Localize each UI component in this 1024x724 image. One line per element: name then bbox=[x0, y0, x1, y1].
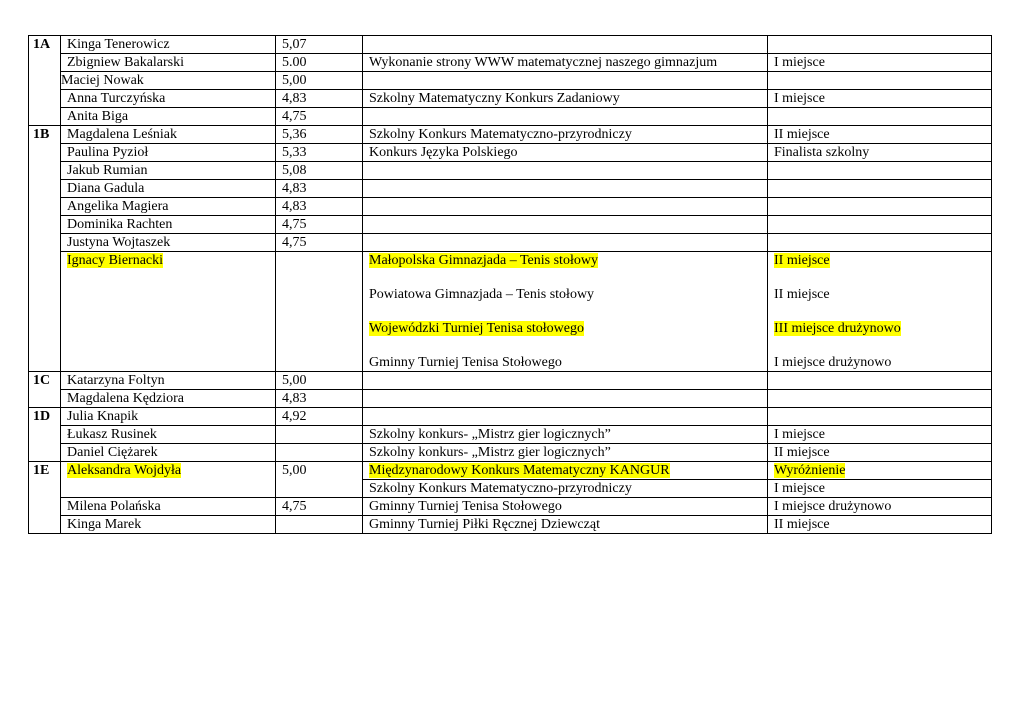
table-row bbox=[29, 444, 992, 462]
result bbox=[768, 408, 992, 426]
grade-average bbox=[276, 426, 363, 444]
result bbox=[768, 198, 992, 216]
table-row bbox=[29, 516, 992, 534]
competition: Konkurs Języka Polskiego bbox=[363, 144, 768, 162]
table-row bbox=[29, 408, 992, 426]
grade-average: 4,75 bbox=[276, 216, 363, 234]
table-row bbox=[29, 36, 992, 54]
competition bbox=[363, 462, 768, 480]
table-row bbox=[29, 198, 992, 216]
competition-line: Wojewódzki Turniej Tenisa stołowego bbox=[369, 321, 585, 336]
competition bbox=[363, 162, 768, 180]
grade-average: 4,83 bbox=[276, 390, 363, 408]
student-name bbox=[61, 462, 276, 498]
competition-line: Gminny Turniej Tenisa Stołowego bbox=[369, 355, 562, 370]
result bbox=[768, 462, 992, 480]
grade-average: 4,75 bbox=[276, 498, 363, 516]
result: II miejsce bbox=[768, 444, 992, 462]
result bbox=[768, 162, 992, 180]
table-row bbox=[29, 180, 992, 198]
result: I miejsce bbox=[768, 54, 992, 72]
table-row bbox=[29, 216, 992, 234]
table-row bbox=[29, 72, 992, 90]
grade-average: 4,75 bbox=[276, 108, 363, 126]
table-row bbox=[29, 108, 992, 126]
competition: Wykonanie strony WWW matematycznej naszego gimnazjum bbox=[363, 54, 768, 72]
table-row bbox=[29, 90, 992, 108]
competition bbox=[363, 36, 768, 54]
result-line: I miejsce drużynowo bbox=[774, 355, 892, 370]
result bbox=[768, 36, 992, 54]
table-row bbox=[29, 426, 992, 444]
class-cell: 1C bbox=[29, 372, 61, 408]
grade-average bbox=[276, 444, 363, 462]
table-row bbox=[29, 462, 992, 480]
class-cell: 1B bbox=[29, 126, 61, 372]
result bbox=[768, 234, 992, 252]
competition: Gminny Turniej Piłki Ręcznej Dziewcząt bbox=[363, 516, 768, 534]
table-row bbox=[29, 234, 992, 252]
student-name: Zbigniew Bakalarski bbox=[61, 54, 276, 72]
table-row bbox=[29, 498, 992, 516]
student-name: Justyna Wojtaszek bbox=[61, 234, 276, 252]
result bbox=[768, 372, 992, 390]
grade-average: 4,83 bbox=[276, 90, 363, 108]
competition bbox=[363, 390, 768, 408]
competition bbox=[363, 408, 768, 426]
grade-average: 5,36 bbox=[276, 126, 363, 144]
grade-average bbox=[276, 516, 363, 534]
result bbox=[768, 216, 992, 234]
table-row bbox=[29, 162, 992, 180]
student-name: Magdalena Kędziora bbox=[61, 390, 276, 408]
student-name: Katarzyna Foltyn bbox=[61, 372, 276, 390]
grade-average: 5,00 bbox=[276, 72, 363, 90]
competition bbox=[363, 198, 768, 216]
result: II miejsce bbox=[768, 516, 992, 534]
student-name: Jakub Rumian bbox=[61, 162, 276, 180]
result bbox=[768, 72, 992, 90]
class-cell: 1A bbox=[29, 36, 61, 126]
grade-average: 4,83 bbox=[276, 180, 363, 198]
result: I miejsce bbox=[768, 90, 992, 108]
result: I miejsce bbox=[768, 426, 992, 444]
competition bbox=[363, 234, 768, 252]
student-name: Milena Polańska bbox=[61, 498, 276, 516]
competition: Gminny Turniej Tenisa Stołowego bbox=[363, 498, 768, 516]
result: I miejsce bbox=[768, 480, 992, 498]
result: I miejsce drużynowo bbox=[768, 498, 992, 516]
result bbox=[768, 108, 992, 126]
competition: Szkolny Konkurs Matematyczno-przyrodniczy bbox=[363, 126, 768, 144]
highlighted-competition: Międzynarodowy Konkurs Matematyczny KANGUR bbox=[369, 463, 670, 478]
highlighted-name: Aleksandra Wojdyła bbox=[67, 463, 182, 478]
result bbox=[768, 252, 992, 372]
result: Finalista szkolny bbox=[768, 144, 992, 162]
student-name: Diana Gadula bbox=[61, 180, 276, 198]
class-cell: 1D bbox=[29, 408, 61, 462]
grade-average: 5.00 bbox=[276, 54, 363, 72]
student-name: Anna Turczyńska bbox=[61, 90, 276, 108]
student-name bbox=[61, 252, 276, 372]
student-name: Julia Knapik bbox=[61, 408, 276, 426]
table-row bbox=[29, 126, 992, 144]
student-name: Dominika Rachten bbox=[61, 216, 276, 234]
table-row bbox=[29, 252, 992, 372]
result-line: II miejsce bbox=[774, 287, 830, 302]
grade-average: 4,83 bbox=[276, 198, 363, 216]
result: II miejsce bbox=[768, 126, 992, 144]
results-table bbox=[28, 35, 992, 534]
student-name: Anita Biga bbox=[61, 108, 276, 126]
competition bbox=[363, 216, 768, 234]
competition-line: Małopolska Gimnazjada – Tenis stołowy bbox=[369, 253, 598, 268]
result bbox=[768, 180, 992, 198]
competition bbox=[363, 180, 768, 198]
highlighted-name: Ignacy Biernacki bbox=[67, 253, 164, 268]
competition bbox=[363, 252, 768, 372]
competition: Szkolny Matematyczny Konkurs Zadaniowy bbox=[363, 90, 768, 108]
competition bbox=[363, 108, 768, 126]
table-row bbox=[29, 390, 992, 408]
competition bbox=[363, 72, 768, 90]
competition: Szkolny Konkurs Matematyczno-przyrodniczy bbox=[363, 480, 768, 498]
grade-average: 4,75 bbox=[276, 234, 363, 252]
grade-average: 5,00 bbox=[276, 372, 363, 390]
grade-average: 4,92 bbox=[276, 408, 363, 426]
result-line: II miejsce bbox=[774, 253, 830, 268]
student-name: Magdalena Leśniak bbox=[61, 126, 276, 144]
table-row bbox=[29, 144, 992, 162]
result bbox=[768, 390, 992, 408]
student-name: Kinga Marek bbox=[61, 516, 276, 534]
grade-average: 5,08 bbox=[276, 162, 363, 180]
competition bbox=[363, 372, 768, 390]
table-row bbox=[29, 54, 992, 72]
table-row bbox=[29, 372, 992, 390]
highlighted-result: Wyróżnienie bbox=[774, 463, 846, 478]
student-name: Angelika Magiera bbox=[61, 198, 276, 216]
competition: Szkolny konkurs- „Mistrz gier logicznych” bbox=[363, 426, 768, 444]
student-name: Łukasz Rusinek bbox=[61, 426, 276, 444]
grade-average: 5,33 bbox=[276, 144, 363, 162]
student-name: Daniel Ciężarek bbox=[61, 444, 276, 462]
grade-average bbox=[276, 252, 363, 372]
student-name: Kinga Tenerowicz bbox=[61, 36, 276, 54]
student-name: Paulina Pyzioł bbox=[61, 144, 276, 162]
grade-average: 5,00 bbox=[276, 462, 363, 498]
student-name: Maciej Nowak bbox=[61, 72, 276, 90]
competition-line: Powiatowa Gimnazjada – Tenis stołowy bbox=[369, 287, 595, 302]
competition: Szkolny konkurs- „Mistrz gier logicznych” bbox=[363, 444, 768, 462]
class-cell: 1E bbox=[29, 462, 61, 534]
result-line: III miejsce drużynowo bbox=[774, 321, 901, 336]
grade-average: 5,07 bbox=[276, 36, 363, 54]
